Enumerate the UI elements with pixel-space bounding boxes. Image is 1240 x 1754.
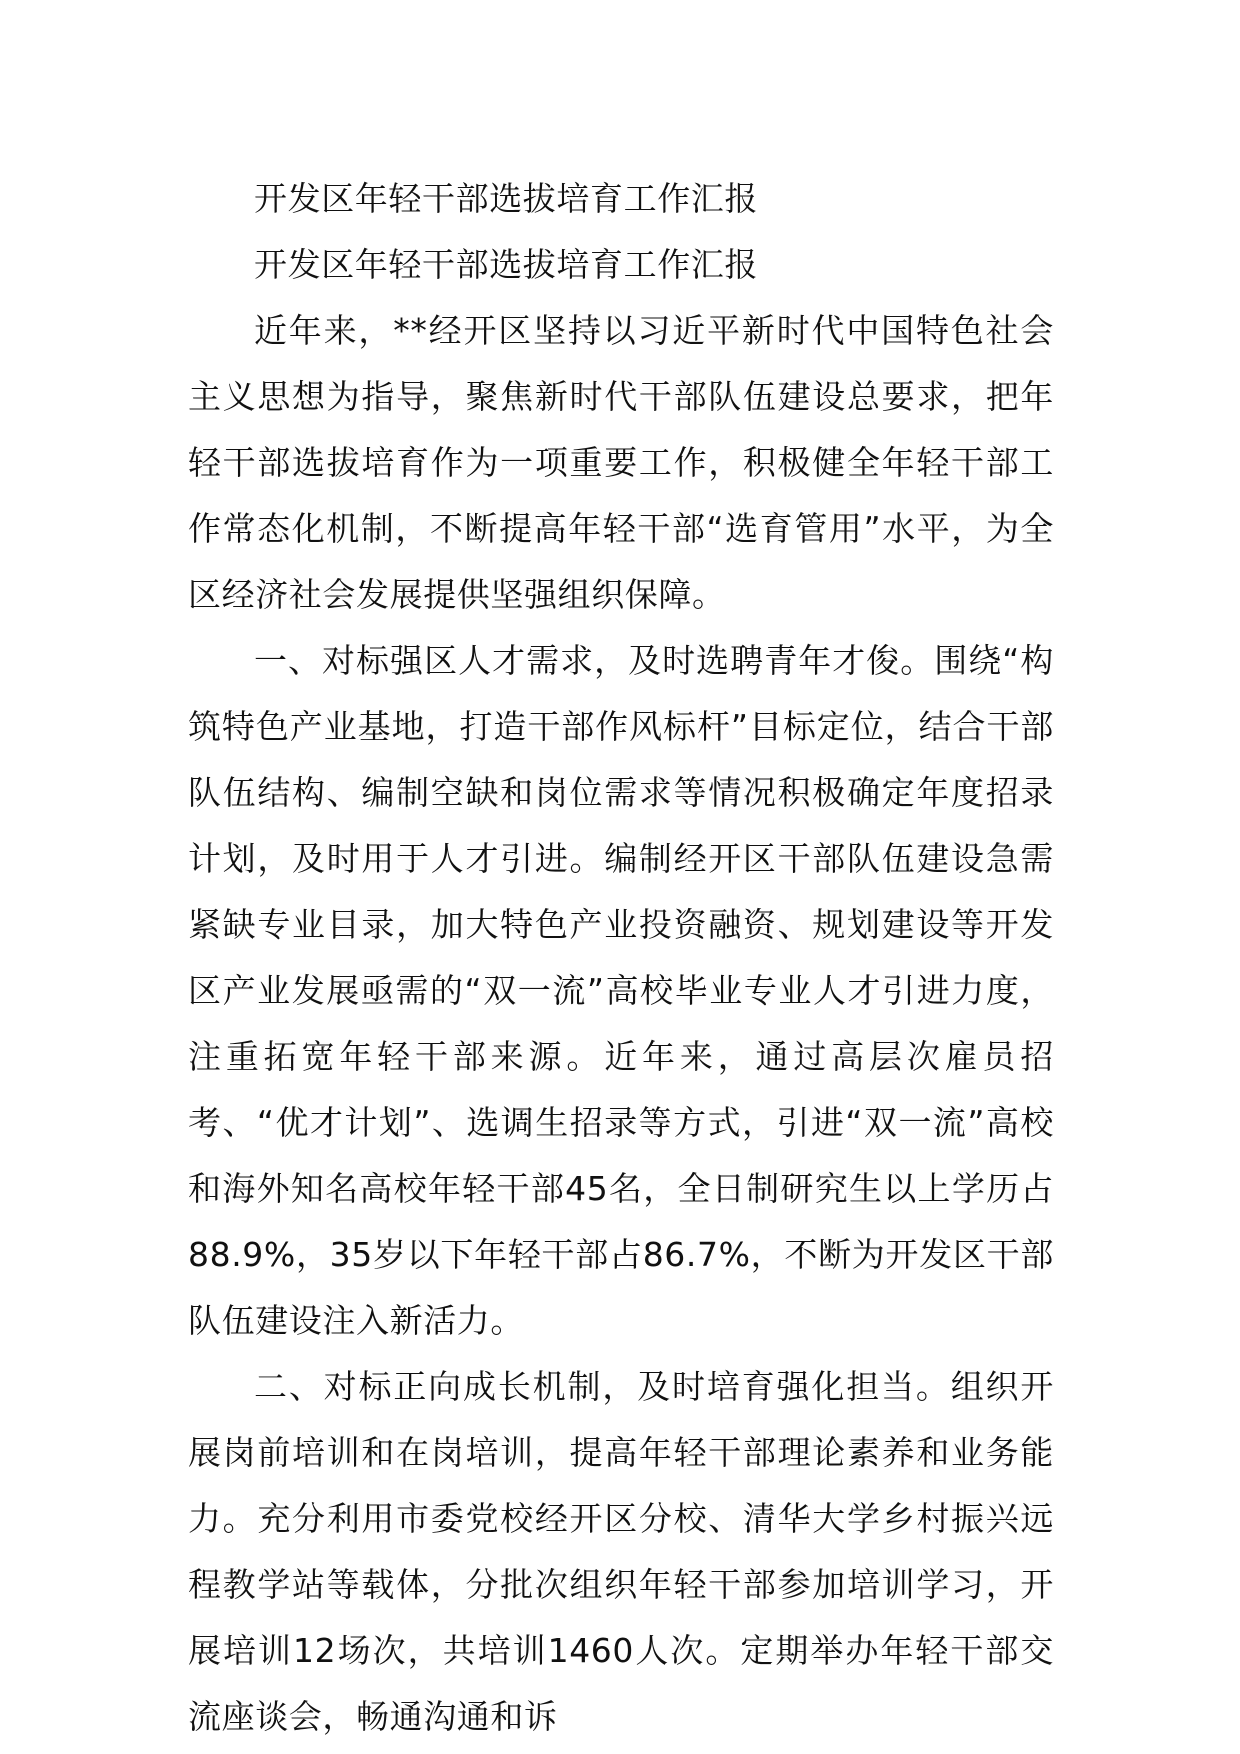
- paragraph-section-one: 一、对标强区人才需求，及时选聘青年才俊。围绕“构筑特色产业基地，打造干部作风标杆”目标定位，结合干部队伍结构、编制空缺和岗位需求等情况积极确定年度招录计划，及时用于人才引进。编制经开区干部队伍建设急需紧缺专业目录，加大特色产业投资融资、规划建设等开发区产业发展亟需的“双一流”高校毕业专业人才引进力度，注重拓宽年轻干部来源。近年来，通过高层次雇员招考、“优才计划”、选调生招录等方式，引进“双一流”高校和海外知名高校年轻干部45名，全日制研究生以上学历占88.9%，35岁以下年轻干部占86.7%，不断为开发区干部队伍建设注入新活力。: [188, 641, 1054, 1340]
- document-body: [188, 166, 1054, 1750]
- paragraph-section-two: 二、对标正向成长机制，及时培育强化担当。组织开展岗前培训和在岗培训，提高年轻干部理论素养和业务能力。充分利用市委党校经开区分校、清华大学乡村振兴远程教学站等载体，分批次组织年轻干部参加培训学习，开展培训12场次，共培训1460人次。定期举办年轻干部交流座谈会，畅通沟通和诉: [188, 1367, 1054, 1736]
- document-title: 开发区年轻干部选拔培育工作汇报: [254, 179, 758, 218]
- paragraph-intro: 近年来，**经开区坚持以习近平新时代中国特色社会主义思想为指导，聚焦新时代干部队伍建设总要求，把年轻干部选拔培育作为一项重要工作，积极健全年轻干部工作常态化机制，不断提高年轻干部“选育管用”水平，为全区经济社会发展提供坚强组织保障。: [188, 311, 1054, 614]
- document-title-repeat: 开发区年轻干部选拔培育工作汇报: [254, 245, 758, 284]
